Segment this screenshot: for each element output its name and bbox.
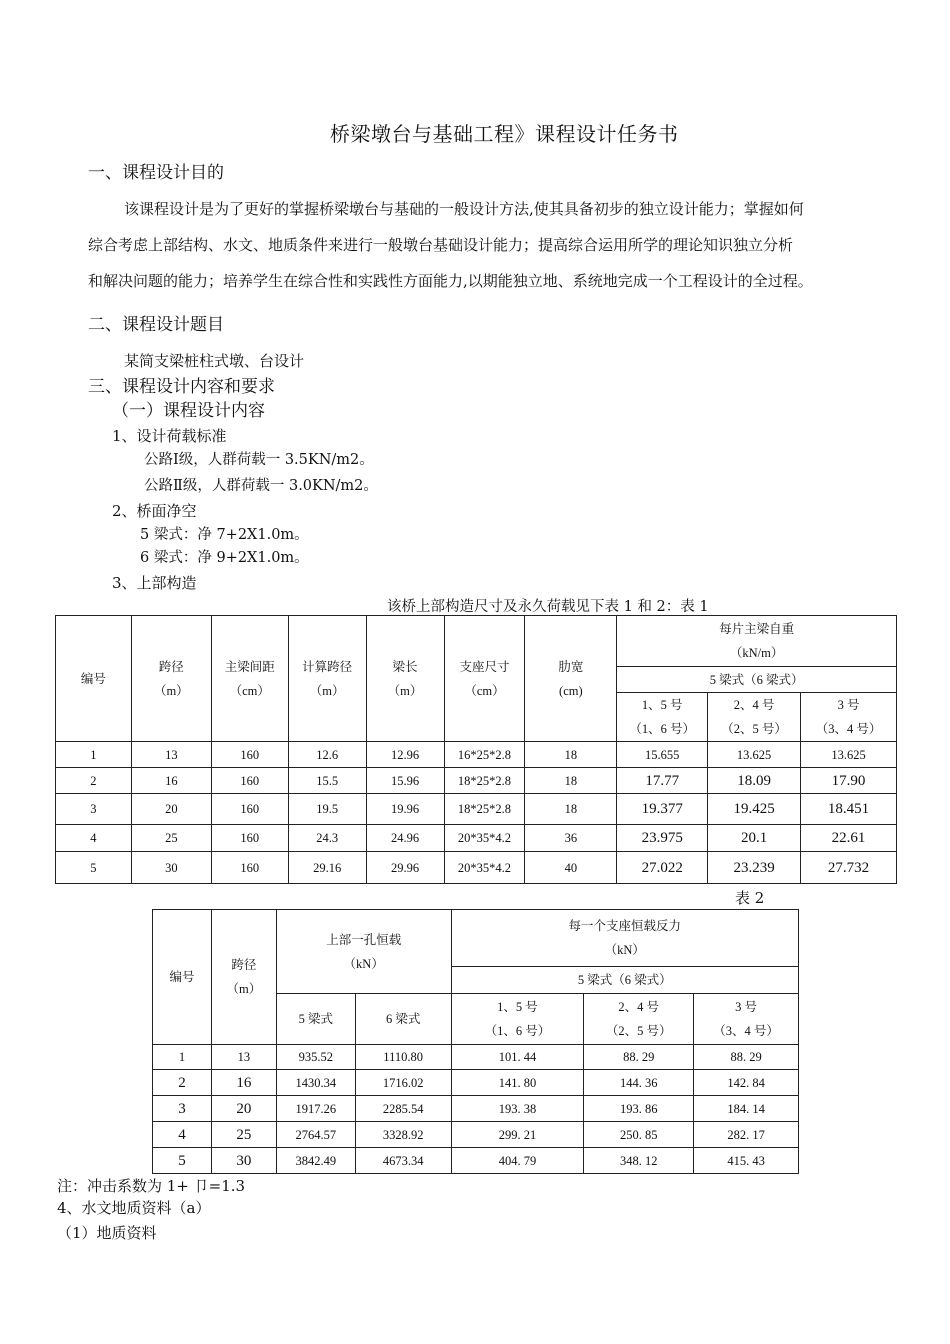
subsection-heading: （一）课程设计内容 — [112, 401, 265, 421]
table-row — [153, 1096, 799, 1122]
t2-header-dead-load: 上部一孔恒载 （kN） — [276, 910, 451, 994]
table-cell: 160 — [211, 768, 288, 794]
table-cell: 19.377 — [617, 794, 708, 825]
table-cell: 24.96 — [366, 825, 444, 852]
table-cell: 17.90 — [801, 768, 897, 794]
impact-note: 注：冲击系数为 1+ 卩=1.3 — [57, 1177, 246, 1195]
table-cell: 141. 80 — [451, 1070, 584, 1096]
t1-header-weight: 每片主梁自重 （kN/m） — [617, 616, 897, 667]
para-line-3: 和解决问题的能力；培养学生在综合性和实践性方面能力,以期能独立地、系统地完成一个工程设计的全过程。 — [88, 272, 813, 290]
t2-header-five: 5 梁式 — [276, 994, 355, 1045]
t2-header-reaction: 每一个支座恒载反力 （kN） — [451, 910, 798, 967]
table-cell: 23.975 — [617, 825, 708, 852]
t2-body — [153, 1045, 799, 1174]
table-cell: 20 — [211, 1096, 276, 1122]
table-cell: 348. 12 — [584, 1148, 694, 1174]
table-cell: 4673.34 — [355, 1148, 451, 1174]
t1-header-c1: 1、5 号 （1、6 号） — [617, 693, 708, 742]
table-cell: 19.425 — [708, 794, 801, 825]
table-cell: 4 — [153, 1122, 212, 1148]
table-cell: 160 — [211, 794, 288, 825]
table-cell: 15.5 — [288, 768, 366, 794]
table-cell: 1430.34 — [276, 1070, 355, 1096]
table2-caption: 表 2 — [735, 889, 765, 907]
t1-header-span: 跨径 （m） — [131, 616, 211, 742]
table-cell: 2 — [56, 768, 132, 794]
table-cell: 20*35*4.2 — [444, 825, 525, 852]
table-cell: 27.022 — [617, 852, 708, 884]
table-cell: 20.1 — [708, 825, 801, 852]
table-cell: 3328.92 — [355, 1122, 451, 1148]
table-cell: 12.96 — [366, 742, 444, 768]
table-row — [153, 1148, 799, 1174]
table-cell: 1 — [153, 1045, 212, 1070]
table-cell: 22.61 — [801, 825, 897, 852]
load-line-2: 公路Ⅱ级，人群荷载一 3.0KN/m2。 — [144, 478, 378, 494]
table-cell: 25 — [131, 825, 211, 852]
table-cell: 30 — [131, 852, 211, 884]
table-2 — [152, 909, 799, 1174]
geology-label: （1）地质资料 — [57, 1224, 157, 1242]
table-1 — [55, 615, 897, 884]
t1-header-no: 编号 — [56, 616, 132, 742]
t2-header-six: 6 梁式 — [355, 994, 451, 1045]
t2-header-span: 跨径 （m） — [211, 910, 276, 1045]
table-row — [153, 1070, 799, 1096]
table-cell: 19.5 — [288, 794, 366, 825]
t1-header-spacing: 主梁间距 （cm） — [211, 616, 288, 742]
table-cell: 20 — [131, 794, 211, 825]
table-cell: 16 — [211, 1070, 276, 1096]
table-cell: 1110.80 — [355, 1045, 451, 1070]
t2-header-c1: 1、5 号 （1、6 号） — [451, 994, 584, 1045]
section3-heading: 三、课程设计内容和要求 — [88, 377, 275, 397]
table-cell: 29.96 — [366, 852, 444, 884]
table-cell: 5 — [56, 852, 132, 884]
table-cell: 193. 86 — [584, 1096, 694, 1122]
t1-header-length: 梁长 （m） — [366, 616, 444, 742]
table-cell: 17.77 — [617, 768, 708, 794]
t2-header-c3: 3 号 （3、4 号） — [694, 994, 799, 1045]
table1-caption: 该桥上部构造尺寸及永久荷载见下表 1 和 2：表 1 — [387, 599, 709, 615]
table-cell: 3 — [153, 1096, 212, 1122]
table-cell: 24.3 — [288, 825, 366, 852]
clearance-line-1: 5 梁式：净 7+2X1.0m。 — [140, 527, 309, 543]
table-cell: 160 — [211, 825, 288, 852]
t1-header-calc-span: 计算跨径 （m） — [288, 616, 366, 742]
table-cell: 160 — [211, 742, 288, 768]
table-cell: 5 — [153, 1148, 212, 1174]
section1-heading: 一、课程设计目的 — [88, 163, 224, 183]
table-cell: 36 — [525, 825, 617, 852]
table-cell: 144. 36 — [584, 1070, 694, 1096]
table-cell: 193. 38 — [451, 1096, 584, 1122]
t2-header-no: 编号 — [153, 910, 212, 1045]
table-cell: 404. 79 — [451, 1148, 584, 1174]
item1-label: 1、设计荷载标准 — [112, 427, 227, 445]
table-cell: 18 — [525, 768, 617, 794]
table-cell: 1 — [56, 742, 132, 768]
table-cell: 23.239 — [708, 852, 801, 884]
table-cell: 13.625 — [801, 742, 897, 768]
table-cell: 13.625 — [708, 742, 801, 768]
table-cell: 27.732 — [801, 852, 897, 884]
table-cell: 4 — [56, 825, 132, 852]
table-cell: 25 — [211, 1122, 276, 1148]
table-cell: 160 — [211, 852, 288, 884]
table-cell: 1917.26 — [276, 1096, 355, 1122]
table-cell: 18 — [525, 794, 617, 825]
table-cell: 13 — [131, 742, 211, 768]
t2-header-c2: 2、4 号 （2、5 号） — [584, 994, 694, 1045]
table-cell: 18.09 — [708, 768, 801, 794]
table-row — [56, 794, 897, 825]
table-row — [56, 825, 897, 852]
table-cell: 1716.02 — [355, 1070, 451, 1096]
table-cell: 3 — [56, 794, 132, 825]
table-cell: 16*25*2.8 — [444, 742, 525, 768]
table-cell: 15.96 — [366, 768, 444, 794]
item2-label: 2、桥面净空 — [112, 502, 197, 520]
table-cell: 2285.54 — [355, 1096, 451, 1122]
table-cell: 20*35*4.2 — [444, 852, 525, 884]
table-cell: 101. 44 — [451, 1045, 584, 1070]
table-cell: 250. 85 — [584, 1122, 694, 1148]
section2-heading: 二、课程设计题目 — [88, 315, 224, 335]
item3-label: 3、上部构造 — [112, 574, 197, 592]
table-cell: 29.16 — [288, 852, 366, 884]
table-cell: 18.451 — [801, 794, 897, 825]
table-row — [56, 742, 897, 768]
table-cell: 88. 29 — [584, 1045, 694, 1070]
para-line-2: 综合考虑上部结构、水文、地质条件来进行一般墩台基础设计能力；提高综合运用所学的理论知识独立分析 — [88, 236, 794, 254]
table-cell: 88. 29 — [694, 1045, 799, 1070]
table-cell: 18 — [525, 742, 617, 768]
clearance-line-2: 6 梁式：净 9+2X1.0m。 — [140, 550, 309, 566]
t1-body — [56, 742, 897, 884]
table-row — [153, 1045, 799, 1070]
table-cell: 299. 21 — [451, 1122, 584, 1148]
table-cell: 18*25*2.8 — [444, 768, 525, 794]
t1-header-c3: 3 号 （3、4 号） — [801, 693, 897, 742]
table-row — [56, 852, 897, 884]
section1-paragraph — [88, 191, 903, 299]
load-line-1: 公路Ⅰ级，人群荷载一 3.5KN/m2。 — [144, 452, 374, 468]
table-cell: 935.52 — [276, 1045, 355, 1070]
table-cell: 30 — [211, 1148, 276, 1174]
table-cell: 2 — [153, 1070, 212, 1096]
table-cell: 282. 17 — [694, 1122, 799, 1148]
table-row — [56, 768, 897, 794]
item4-label: 4、水文地质资料（a） — [57, 1199, 211, 1217]
t1-header-c2: 2、4 号 （2、5 号） — [708, 693, 801, 742]
table-cell: 184. 14 — [694, 1096, 799, 1122]
page-title: 桥梁墩台与基础工程》课程设计任务书 — [330, 122, 679, 146]
table-cell: 3842.49 — [276, 1148, 355, 1174]
table-cell: 2764.57 — [276, 1122, 355, 1148]
table-cell: 12.6 — [288, 742, 366, 768]
table-cell: 415. 43 — [694, 1148, 799, 1174]
table-cell: 142. 84 — [694, 1070, 799, 1096]
t1-header-rib: 肋宽 (cm) — [525, 616, 617, 742]
table-cell: 19.96 — [366, 794, 444, 825]
para-line-1: 该课程设计是为了更好的掌握桥梁墩台与基础的一般设计方法,使其具备初步的独立设计能力；掌握如何 — [124, 200, 804, 218]
table-row — [153, 1122, 799, 1148]
t2-header-sub: 5 梁式（6 梁式） — [451, 967, 798, 994]
table-cell: 15.655 — [617, 742, 708, 768]
table-cell: 40 — [525, 852, 617, 884]
t1-header-sub: 5 梁式（6 梁式） — [617, 667, 897, 693]
table-cell: 16 — [131, 768, 211, 794]
design-topic: 某简支梁桩柱式墩、台设计 — [124, 352, 305, 370]
table-cell: 13 — [211, 1045, 276, 1070]
t1-header-bearing: 支座尺寸 （cm） — [444, 616, 525, 742]
table-cell: 18*25*2.8 — [444, 794, 525, 825]
